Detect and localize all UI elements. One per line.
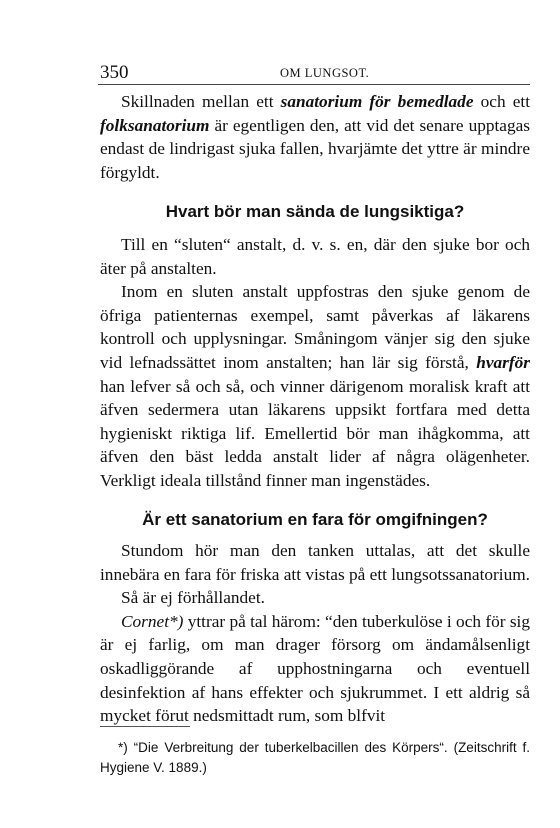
paragraph-closed-institution: Till en “sluten“ anstalt, d. v. s. en, där den sjuke bor och äter på anstalten. bbox=[100, 234, 530, 278]
text-run: Inom en sluten anstalt uppfostras den sjuke genom de öfriga patienternas exempel, samt påverkas af läkarens kontroll och upplysningar. Småningom vänjer sig den sjuke vid lefnadssättet inom anstalten; han lär sig förstå, bbox=[100, 282, 530, 372]
paragraph-sanatorium-types bbox=[100, 90, 530, 184]
text-run: han lefver så och så, och vinner därigenom moralisk kraft att äfven sedermera utan läkarens uppsikt fortfara med detta hygieniskt riktiga lif. Emellertid bör man ihågkomma, att äfven den bäst ledda anstalt lider af några olägenheter. Verkligt ideala tillstånd finner man ingenstädes. bbox=[100, 376, 530, 490]
paragraph-not-so: Så är ej förhållandet. bbox=[121, 588, 265, 608]
text-run: är egentligen den, att vid det senare upptagas endast de lindrigast sjuka fallen, hvarjämte det yttre är mindre förgyldt. bbox=[100, 115, 530, 182]
page-body bbox=[100, 90, 530, 728]
section-heading-where-send: Hvart bör man sända de lungsiktiga? bbox=[165, 202, 465, 222]
emphasis-folksanatorium: folksanatorium bbox=[100, 115, 210, 135]
text-run: Skillnaden mellan ett bbox=[121, 92, 281, 111]
text-run: och ett bbox=[473, 92, 530, 111]
emphasis-why: hvarför bbox=[476, 352, 530, 372]
text-run: yttrar på tal härom: “den tuberkulöse i och för sig är ej farlig, om man drager försorg om ändamålsenligt oskadliggörande af upphostningarna och eventuell desinfektion af hans effekter och sjukrummet. I ett aldrig så mycket förut nedsmittadt rum, som blfvit bbox=[100, 611, 530, 726]
footnote bbox=[100, 738, 530, 778]
page-number: 350 bbox=[100, 62, 129, 83]
paragraph-cornet-quote bbox=[100, 610, 530, 728]
footnote-text: *) “Die Verbreitung der tuberkelbacillen des Körpers“. (Zeitschrift f. Hygiene V. 1889.) bbox=[100, 740, 530, 775]
section-heading-danger: Är ett sanatorium en fara för omgifningen? bbox=[142, 509, 488, 529]
running-title: OM LUNGSOT. bbox=[280, 66, 370, 80]
paragraph-sometimes-heard: Stundom hör man den tanken uttalas, att det skulle innebära en fara för friska att vistas på ett lungsotssanatorium. bbox=[100, 541, 530, 584]
emphasis-sanatorium-wealthy: sanatorium för bemedlade bbox=[280, 92, 474, 111]
header-rule bbox=[98, 84, 530, 85]
footnote-rule bbox=[100, 726, 190, 727]
paragraph-institution-education bbox=[100, 280, 530, 492]
author-name-cornet: Cornet*) bbox=[121, 611, 184, 631]
page-header bbox=[100, 62, 530, 82]
